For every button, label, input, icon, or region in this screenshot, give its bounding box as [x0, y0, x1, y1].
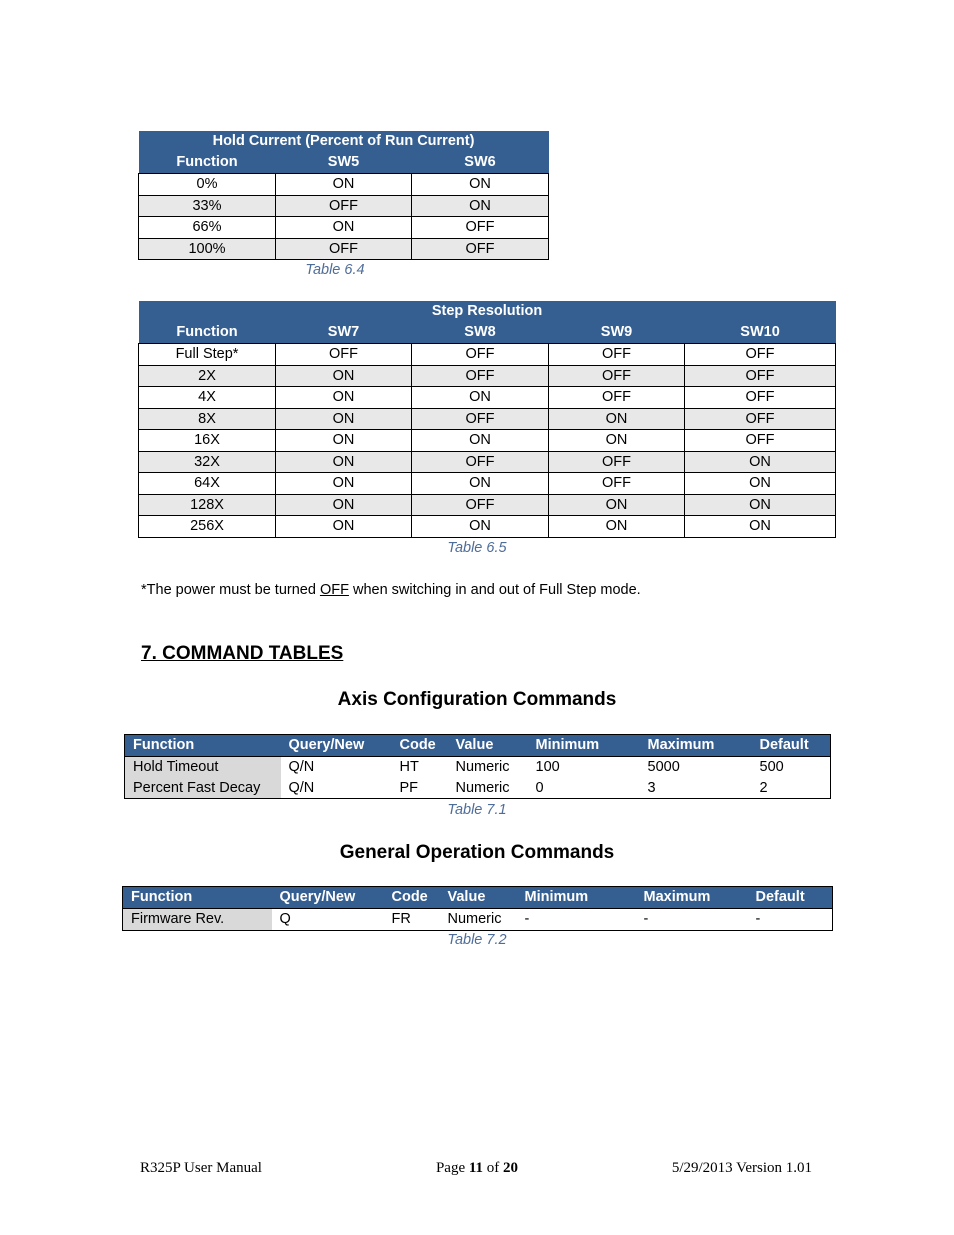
axis-config-heading: Axis Configuration Commands — [337, 689, 617, 710]
table-row — [139, 451, 836, 473]
table-cell: 2 — [759, 779, 768, 796]
column-header: Minimum — [517, 887, 636, 909]
table-cell: PF — [399, 779, 419, 796]
table-cell: OFF — [549, 387, 685, 409]
table-row — [139, 195, 549, 217]
table-cell: OFF — [549, 365, 685, 387]
table-cell: 16X — [139, 430, 276, 452]
table-cell: ON — [412, 430, 549, 452]
column-header: Query/New — [281, 735, 392, 757]
table-cell: Numeric — [455, 759, 510, 776]
table-row — [125, 757, 831, 778]
table-cell: Q — [279, 911, 291, 928]
table-cell: ON — [276, 217, 412, 239]
table-cell: 100 — [535, 759, 560, 776]
table-cell: OFF — [412, 344, 549, 366]
table-cell: 5000 — [647, 759, 680, 776]
note-text-emphasis: OFF — [319, 582, 349, 598]
column-header: Function — [176, 324, 238, 340]
table-header-row — [123, 887, 833, 909]
table-7-1-caption: Table 7.1 — [447, 802, 507, 818]
table-cell: ON — [685, 473, 836, 495]
column-header: Value — [440, 887, 517, 909]
table-cell: - — [755, 911, 761, 928]
footer-left: R325P User Manual — [140, 1160, 262, 1176]
table-cell: Numeric — [455, 779, 510, 796]
table-cell: Hold Timeout — [125, 757, 281, 778]
step-resolution-title: Step Resolution — [431, 303, 543, 319]
table-cell: ON — [412, 387, 549, 409]
table-row — [139, 387, 836, 409]
table-cell: ON — [276, 365, 412, 387]
column-header: SW5 — [327, 154, 360, 170]
column-header: SW10 — [740, 324, 780, 340]
table-7-2-caption: Table 7.2 — [447, 932, 507, 948]
column-header: Code — [384, 887, 440, 909]
column-header: SW8 — [464, 324, 496, 340]
table-cell: ON — [412, 195, 549, 217]
table-row — [139, 344, 836, 366]
footer-right: 5/29/2013 Version 1.01 — [671, 1160, 812, 1176]
table-cell: OFF — [276, 195, 412, 217]
table-row — [139, 365, 836, 387]
hold-current-table — [138, 131, 549, 260]
footer-of-word: of — [486, 1160, 500, 1176]
column-header: SW6 — [464, 154, 496, 170]
axis-config-table — [124, 734, 831, 799]
table-cell: ON — [276, 387, 412, 409]
table-row — [123, 909, 833, 931]
table-row — [139, 217, 549, 239]
table-cell: 500 — [759, 759, 784, 776]
table-cell: OFF — [276, 238, 412, 260]
table-cell: ON — [685, 516, 836, 538]
table-cell: 33% — [139, 195, 276, 217]
table-row — [139, 494, 836, 516]
table-row — [139, 430, 836, 452]
table-cell: OFF — [412, 494, 549, 516]
table-cell: 4X — [139, 387, 276, 409]
table-6-4-caption: Table 6.4 — [305, 262, 365, 278]
column-header: Default — [752, 735, 831, 757]
table-cell: ON — [685, 451, 836, 473]
table-cell: - — [643, 911, 649, 928]
table-row — [139, 408, 836, 430]
table-header-row — [139, 152, 549, 174]
table-cell: OFF — [685, 408, 836, 430]
table-cell: OFF — [412, 365, 549, 387]
table-cell: ON — [685, 494, 836, 516]
table-cell: Full Step* — [139, 344, 276, 366]
table-cell: Q/N — [288, 779, 315, 796]
table-cell: 8X — [139, 408, 276, 430]
footer-page-number: 11 — [468, 1160, 484, 1176]
table-header-row — [125, 735, 831, 757]
table-cell: 100% — [139, 238, 276, 260]
column-header: Function — [125, 735, 281, 757]
table-cell: OFF — [685, 344, 836, 366]
column-header: Maximum — [636, 887, 748, 909]
footer-page-total: 20 — [503, 1160, 519, 1176]
hold-current-title: Hold Current (Percent of Run Current) — [212, 133, 475, 149]
table-cell: ON — [549, 430, 685, 452]
table-cell: ON — [412, 473, 549, 495]
table-cell: OFF — [549, 451, 685, 473]
table-cell: ON — [549, 408, 685, 430]
section-title: 7. COMMAND TABLES — [141, 643, 344, 664]
table-row — [139, 516, 836, 538]
general-ops-heading: General Operation Commands — [339, 842, 615, 863]
column-header: Minimum — [528, 735, 640, 757]
table-cell: ON — [276, 516, 412, 538]
table-row — [139, 473, 836, 495]
table-cell: Percent Fast Decay — [125, 778, 281, 799]
table-cell: 256X — [139, 516, 276, 538]
table-cell: ON — [412, 516, 549, 538]
table-6-5-caption: Table 6.5 — [447, 540, 507, 556]
table-cell: OFF — [685, 365, 836, 387]
table-cell: OFF — [412, 217, 549, 239]
table-cell: 2X — [139, 365, 276, 387]
table-cell: ON — [276, 430, 412, 452]
table-cell: Firmware Rev. — [123, 909, 272, 931]
table-cell: Q/N — [288, 759, 315, 776]
table-title-row — [139, 131, 549, 152]
step-resolution-table — [138, 301, 836, 538]
column-header: Value — [448, 735, 528, 757]
table-cell: FR — [391, 911, 411, 928]
table-cell: ON — [412, 174, 549, 196]
table-row — [125, 778, 831, 799]
column-header: Function — [123, 887, 272, 909]
full-step-note — [141, 582, 641, 598]
table-cell: 64X — [139, 473, 276, 495]
table-cell: 0% — [139, 174, 276, 196]
table-cell: 66% — [139, 217, 276, 239]
table-row — [139, 174, 549, 196]
general-ops-table — [122, 886, 833, 931]
table-cell: - — [524, 911, 530, 928]
table-cell: OFF — [412, 238, 549, 260]
column-header: SW9 — [600, 324, 633, 340]
column-header: Query/New — [272, 887, 384, 909]
table-cell: ON — [276, 473, 412, 495]
table-cell: Numeric — [447, 911, 502, 928]
table-cell: OFF — [412, 451, 549, 473]
table-cell: OFF — [685, 387, 836, 409]
table-title-row — [139, 301, 836, 322]
table-row — [139, 238, 549, 260]
table-cell: OFF — [412, 408, 549, 430]
table-cell: ON — [549, 516, 685, 538]
table-cell: 0 — [535, 779, 544, 796]
table-cell: ON — [276, 174, 412, 196]
footer-page-word: Page — [435, 1160, 466, 1176]
column-header: Function — [176, 154, 238, 170]
table-cell: OFF — [549, 473, 685, 495]
note-text-before: *The power must be turned — [141, 582, 320, 598]
table-cell: ON — [276, 451, 412, 473]
table-header-row — [139, 322, 836, 344]
table-cell: OFF — [276, 344, 412, 366]
table-cell: 128X — [139, 494, 276, 516]
table-cell: OFF — [685, 430, 836, 452]
table-cell: 32X — [139, 451, 276, 473]
table-cell: ON — [276, 408, 412, 430]
table-cell: ON — [276, 494, 412, 516]
note-text-after: when switching in and out of Full Step mode. — [348, 582, 641, 598]
table-cell: OFF — [549, 344, 685, 366]
table-cell: 3 — [647, 779, 656, 796]
column-header: Default — [748, 887, 833, 909]
table-cell: ON — [549, 494, 685, 516]
column-header: Code — [392, 735, 448, 757]
column-header: SW7 — [327, 324, 360, 340]
column-header: Maximum — [640, 735, 752, 757]
table-cell: HT — [399, 759, 419, 776]
